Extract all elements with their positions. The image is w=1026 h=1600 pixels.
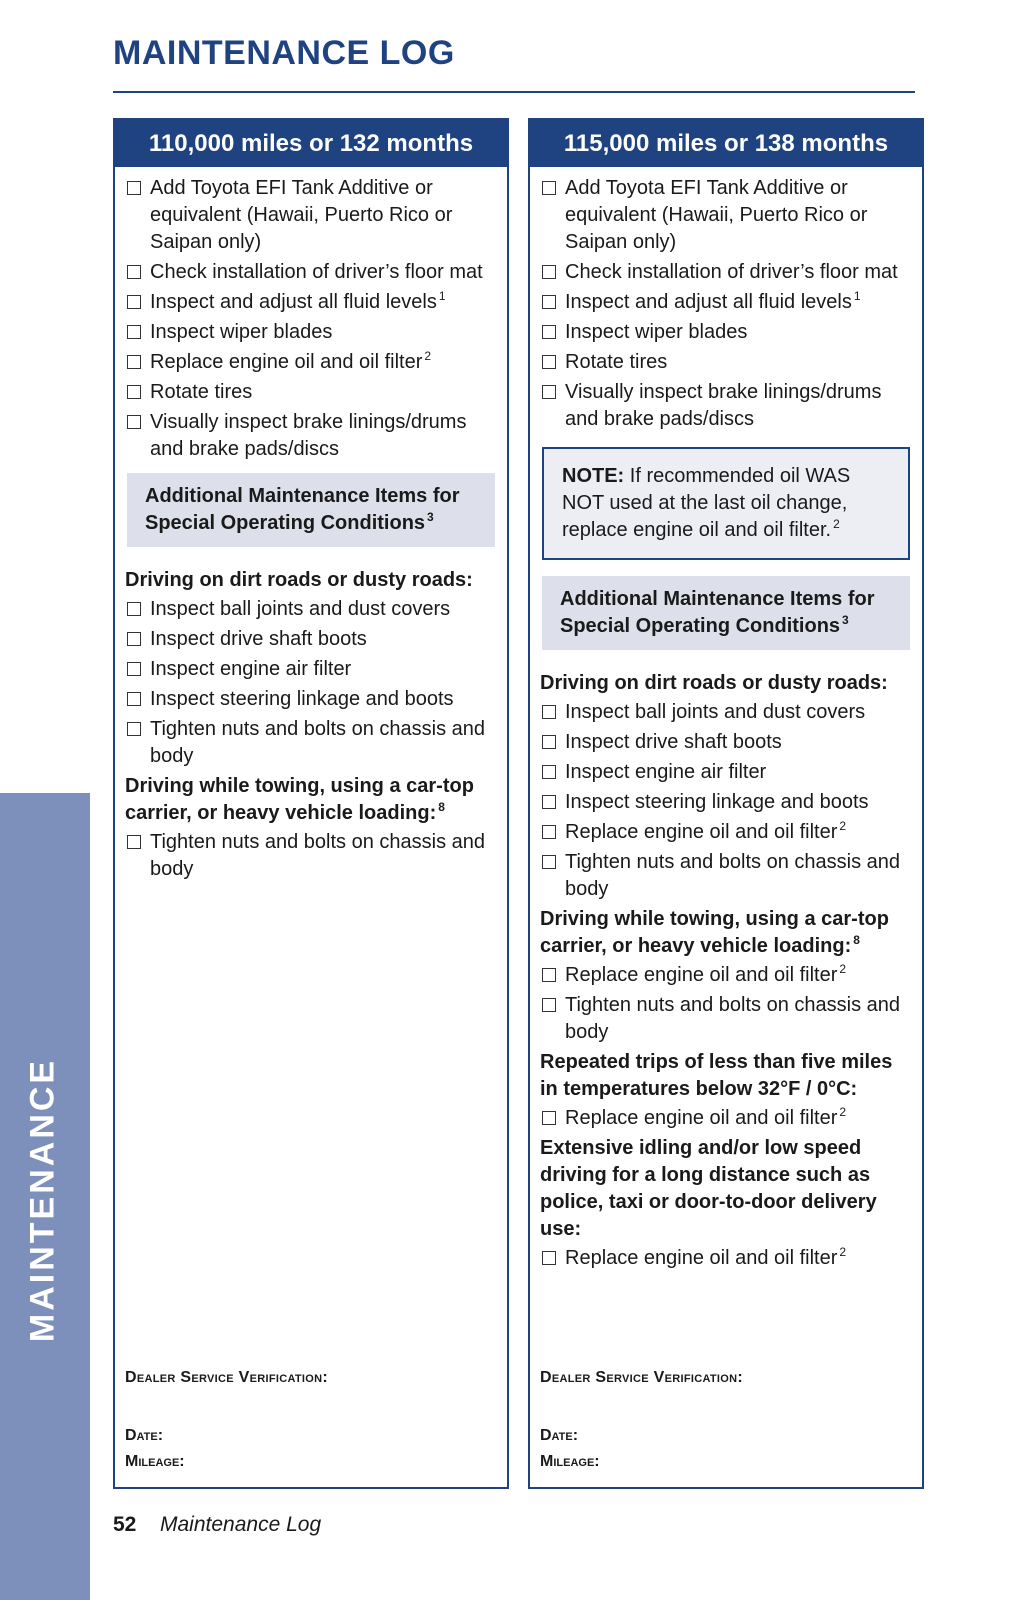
condition-heading-text: Driving on dirt roads or dusty roads: [125, 569, 473, 591]
item-label: Replace engine oil and oil filter [565, 1107, 838, 1129]
checklist-item [125, 409, 497, 463]
item-label: Check installation of driver’s floor mat [150, 261, 483, 283]
item-label: Inspect ball joints and dust covers [565, 701, 866, 723]
checklist-item [125, 349, 497, 376]
column-header: 110,000 miles or 132 months [115, 120, 507, 167]
condition-heading [125, 567, 497, 594]
service-checklist [540, 175, 912, 433]
condition-heading [540, 670, 912, 697]
item-label: Replace engine oil and oil filter [565, 964, 838, 986]
item-label: Visually inspect brake linings/drums and brake pads/discs [565, 381, 882, 430]
note-text: If recommended oil WAS NOT used at the last oil change, replace engine oil and oil filter. [562, 465, 851, 541]
item-label: Rotate tires [565, 351, 668, 373]
additional-items-heading: Additional Maintenance Items for Special Operating Conditions [560, 588, 875, 637]
mileage-label: Mileage: [125, 1453, 185, 1470]
item-label: Tighten nuts and bolts on chassis and body [150, 831, 486, 880]
condition-checklist [540, 1105, 912, 1132]
checkbox[interactable] [542, 295, 556, 309]
item-label: Inspect wiper blades [565, 321, 748, 343]
item-label: Rotate tires [150, 381, 253, 403]
footnote-ref: 3 [842, 613, 849, 628]
checkbox[interactable] [542, 325, 556, 339]
page-number: 52 [113, 1513, 137, 1536]
additional-items-box [542, 576, 910, 650]
checkbox[interactable] [542, 968, 556, 982]
checkbox[interactable] [542, 355, 556, 369]
footnote-ref: 8 [438, 800, 445, 815]
checkbox[interactable] [127, 415, 141, 429]
checklist-item [125, 596, 497, 623]
item-label: Replace engine oil and oil filter [565, 821, 838, 843]
condition-heading-text: Driving on dirt roads or dusty roads: [540, 672, 888, 694]
mileage-label: Mileage: [540, 1453, 600, 1470]
item-label: Replace engine oil and oil filter [150, 351, 423, 373]
checklist-item [540, 319, 912, 346]
dealer-verification-label: Dealer Service Verification: [540, 1369, 744, 1386]
condition-heading-text: Driving while towing, using a car-top carrier, or heavy vehicle loading: [540, 908, 889, 957]
condition-heading-text: Driving while towing, using a car-top carrier, or heavy vehicle loading: [125, 775, 474, 824]
checkbox[interactable] [542, 795, 556, 809]
checkbox[interactable] [542, 825, 556, 839]
checklist-item [125, 626, 497, 653]
item-label: Tighten nuts and bolts on chassis and body [150, 718, 486, 767]
footnote-ref: 1 [438, 289, 446, 304]
checkbox[interactable] [542, 765, 556, 779]
checklist-item [125, 289, 497, 316]
item-label: Replace engine oil and oil filter [565, 1247, 838, 1269]
item-label: Visually inspect brake linings/drums and brake pads/discs [150, 411, 467, 460]
item-label: Add Toyota EFI Tank Additive or equivalent (Hawaii, Puerto Rico or Saipan only) [150, 177, 453, 253]
condition-heading [540, 906, 912, 960]
checkbox[interactable] [127, 385, 141, 399]
item-label: Tighten nuts and bolts on chassis and body [565, 851, 901, 900]
checklist-item [540, 849, 912, 903]
condition-heading [125, 773, 497, 827]
item-label: Inspect steering linkage and boots [150, 688, 454, 710]
item-label: Inspect and adjust all fluid levels [150, 291, 437, 313]
item-label: Inspect drive shaft boots [565, 731, 782, 753]
checklist-item [125, 259, 497, 286]
footer-title: Maintenance Log [160, 1513, 322, 1536]
checkbox[interactable] [542, 181, 556, 195]
checklist-item [125, 656, 497, 683]
checkbox[interactable] [127, 265, 141, 279]
footnote-ref: 3 [427, 510, 434, 525]
footnote-ref: 1 [853, 289, 861, 304]
item-label: Inspect and adjust all fluid levels [565, 291, 852, 313]
column-header: 115,000 miles or 138 months [530, 120, 922, 167]
date-label: Date: [125, 1427, 164, 1444]
item-label: Inspect engine air filter [150, 658, 352, 680]
footnote-ref: 8 [853, 933, 860, 948]
condition-checklist [540, 962, 912, 1046]
checkbox[interactable] [542, 735, 556, 749]
footnote-ref: 2 [424, 349, 432, 364]
condition-checklist [540, 699, 912, 903]
checkbox[interactable] [542, 1111, 556, 1125]
footnote-ref: 2 [839, 962, 847, 977]
checklist-item [540, 259, 912, 286]
checkbox[interactable] [127, 295, 141, 309]
date-label: Date: [540, 1427, 579, 1444]
condition-checklist [125, 829, 497, 883]
checkbox[interactable] [542, 385, 556, 399]
maintenance-column-115000 [528, 118, 924, 1489]
checklist-item [540, 962, 912, 989]
checklist-item [125, 686, 497, 713]
checklist-item [125, 379, 497, 406]
footnote-ref: 2 [839, 1105, 847, 1120]
checkbox[interactable] [127, 602, 141, 616]
checkbox[interactable] [542, 265, 556, 279]
checklist-item [540, 349, 912, 376]
item-label: Tighten nuts and bolts on chassis and body [565, 994, 901, 1043]
footnote-ref: 2 [839, 1245, 847, 1260]
checklist-item [540, 289, 912, 316]
item-label: Inspect wiper blades [150, 321, 333, 343]
checklist-item [125, 175, 497, 256]
condition-heading [540, 1135, 912, 1243]
checklist-item [540, 819, 912, 846]
checklist-item [540, 1245, 912, 1272]
condition-checklist [540, 1245, 912, 1272]
checkbox[interactable] [542, 855, 556, 869]
checklist-item [540, 729, 912, 756]
maintenance-column-110000 [113, 118, 509, 1489]
title-divider [113, 91, 915, 93]
checklist-item [540, 379, 912, 433]
item-label: Inspect engine air filter [565, 761, 767, 783]
checkbox[interactable] [127, 355, 141, 369]
checklist-item [540, 1105, 912, 1132]
checkbox[interactable] [127, 632, 141, 646]
condition-checklist [125, 596, 497, 770]
checkbox[interactable] [127, 835, 141, 849]
checkbox[interactable] [127, 181, 141, 195]
checklist-item [540, 175, 912, 256]
page-title: MAINTENANCE LOG [113, 34, 455, 72]
side-tab-label: MAINTENANCE [23, 1057, 62, 1343]
checklist-item [540, 992, 912, 1046]
checkbox[interactable] [127, 722, 141, 736]
checkbox[interactable] [542, 1251, 556, 1265]
checkbox[interactable] [127, 662, 141, 676]
item-label: Add Toyota EFI Tank Additive or equivalent (Hawaii, Puerto Rico or Saipan only) [565, 177, 868, 253]
item-label: Inspect ball joints and dust covers [150, 598, 451, 620]
condition-heading-text: Extensive idling and/or low speed driving for a long distance such as police, taxi or door-to-door delivery use: [540, 1137, 877, 1240]
condition-heading [540, 1049, 912, 1103]
dealer-verification-label: Dealer Service Verification: [125, 1369, 329, 1386]
additional-items-box [127, 473, 495, 547]
condition-heading-text: Repeated trips of less than five miles in temperatures below 32°F / 0°C: [540, 1051, 893, 1100]
footnote-ref: 2 [833, 517, 840, 532]
checklist-item [125, 319, 497, 346]
checklist-item [540, 699, 912, 726]
checkbox[interactable] [542, 998, 556, 1012]
note-label: NOTE: [562, 465, 625, 487]
item-label: Inspect drive shaft boots [150, 628, 367, 650]
footnote-ref: 2 [839, 819, 847, 834]
additional-items-heading: Additional Maintenance Items for Special Operating Conditions [145, 485, 460, 534]
service-checklist [125, 175, 497, 463]
checkbox[interactable] [127, 692, 141, 706]
checkbox[interactable] [542, 705, 556, 719]
oil-note-box [542, 447, 910, 560]
checklist-item [125, 829, 497, 883]
checklist-item [540, 789, 912, 816]
item-label: Check installation of driver’s floor mat [565, 261, 898, 283]
item-label: Inspect steering linkage and boots [565, 791, 869, 813]
checkbox[interactable] [127, 325, 141, 339]
checklist-item [540, 759, 912, 786]
checklist-item [125, 716, 497, 770]
